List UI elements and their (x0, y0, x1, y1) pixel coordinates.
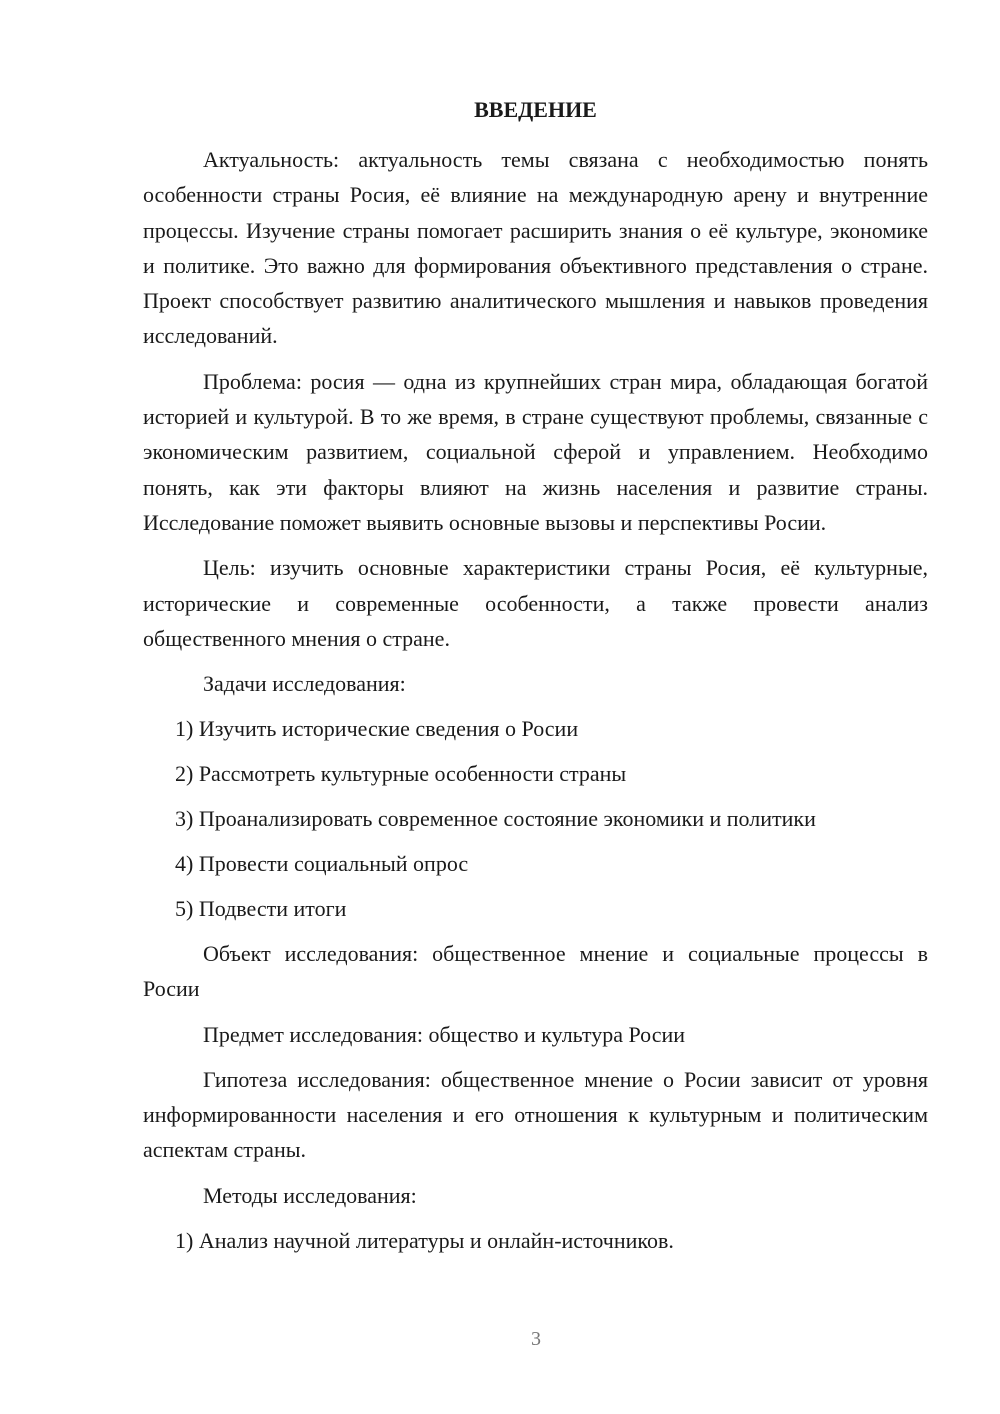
goal-paragraph: Цель: изучить основные характеристики страны Росия, её культурные, исторические и современные особенности, а также провести анализ общественного мнения о стране. (143, 555, 928, 651)
task-item: 5) Подвести итоги (175, 896, 347, 922)
task-item: 1) Изучить исторические сведения о Росии (175, 716, 579, 742)
hypothesis-paragraph: Гипотеза исследования: общественное мнение о Росии зависит от уровня информированности населения и его отношения к культурным и политическим аспектам страны. (143, 1066, 928, 1163)
methods-heading: Методы исследования: (203, 1182, 417, 1208)
method-item: 1) Анализ научной литературы и онлайн-источников. (175, 1227, 674, 1253)
page-title: ВВЕДЕНИЕ (474, 97, 597, 122)
object-paragraph: Объект исследования: общественное мнение и социальные процессы в Росии (143, 941, 928, 1002)
task-item: 2) Рассмотреть культурные особенности страны (175, 761, 627, 787)
page-number: 3 (531, 1328, 541, 1350)
tasks-heading: Задачи исследования: (203, 671, 406, 697)
task-item: 3) Проанализировать современное состояние экономики и политики (175, 806, 816, 832)
tasks-list (143, 711, 928, 926)
methods-list (143, 1223, 928, 1258)
relevance-paragraph: Актуальность: актуальность темы связана с необходимостью понять особенности страны Росия, её влияние на международную арену и внутренние процессы. Изучение страны помогает расширить знания о её культуре, экономике и политике. Это важно для формирования объективного представления о стране. Проект способствует развитию аналитического мышления и навыков проведения исследований. (143, 147, 928, 349)
task-item: 4) Провести социальный опрос (175, 851, 469, 877)
subject-paragraph: Предмет исследования: общество и культура Росии (203, 1021, 686, 1047)
document-page (143, 92, 928, 1268)
problem-paragraph: Проблема: росия — одна из крупнейших стран мира, обладающая богатой историей и культурой. В то же время, в стране существуют проблемы, связанные с экономическим развитием, социальной сферой и управлением. Необходимо понять, как эти факторы влияют на жизнь населения и развитие страны. Исследование поможет выявить основные вызовы и перспективы Росии. (143, 368, 928, 535)
